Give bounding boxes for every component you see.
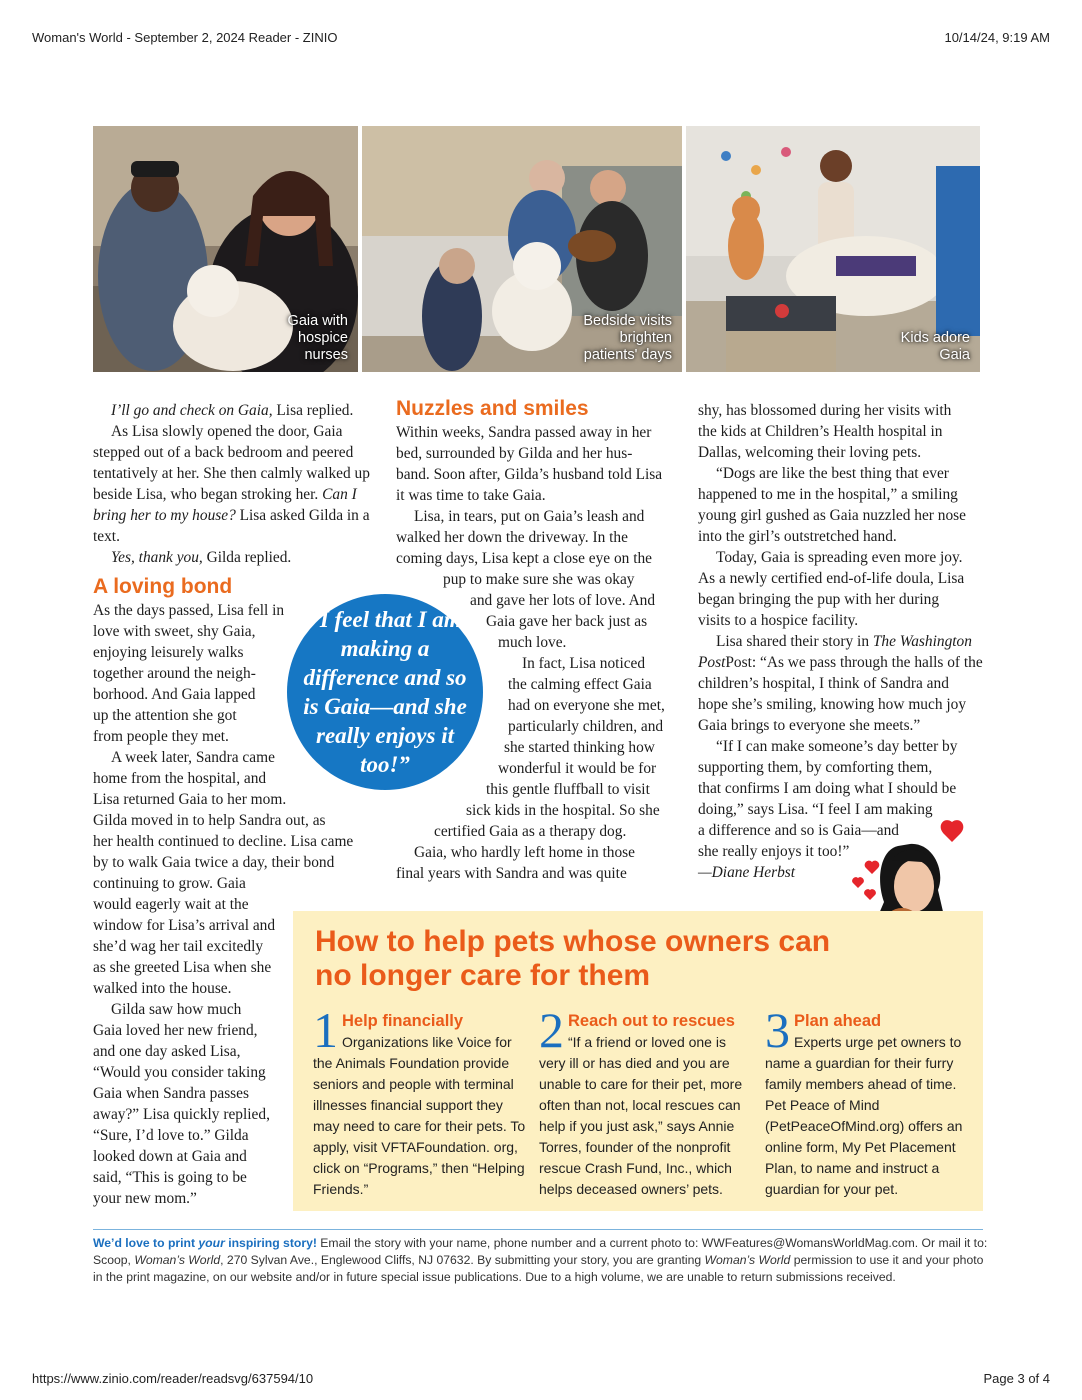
tip-title: Help financially — [342, 1012, 464, 1030]
photo-bedside-visits — [362, 126, 682, 372]
tip-title: Plan ahead — [794, 1012, 882, 1030]
browser-footer-url[interactable]: https://www.zinio.com/reader/readsvg/637594/10 — [32, 1371, 314, 1386]
photo-kids-adore-gaia — [686, 126, 980, 372]
paragraph: Yes, thank you, Gilda replied. — [111, 549, 292, 566]
wrapped-text-block: As the days passed, Lisa fell in love with sweet, shy Gaia, enjoying leisurely walks together around the neigh- borhood. And Gaia lapped up the attention she got from people they met. A week later, Sandra came home from the hospital, and Lisa returned Gaia to her mom. Gilda moved in to help Sandra out, as her health continued to decline. Lisa came by to walk Gaia twice a day, their bond continuing to grow. Gaia would eagerly wait at the window for Lisa’s arrival and she’d wag her tail excitedly as she greeted Lisa when she walked into the house. Gilda saw how much Gaia loved her new friend, and one day asked Lisa, “Would you consider taking Gaia when Sandra passes away?” Lisa quickly replied, “Sure, I’d love to.” Gilda looked down at Gaia and said, “This is going to be your new mom.” — [93, 602, 354, 1207]
photo-caption: Gaia with hospice nurses — [287, 313, 348, 363]
story-submission-note: We’d love to print your inspiring story! Email the story with your name, phone number and a current photo to: WWFeatures@WomansWorldMag.com. Or mail it to: Scoop, Woman’s World, 270 Sylvan Ave., Englewood Cliffs, NJ 07632. By submitting your story, you are granting Woman’s World permission to use it and your photo in the print magazine, on our website and/or in future special issue publications. Due to a high volume, we are unable to return submissions received. — [93, 1236, 988, 1284]
tip-help-financially — [313, 1002, 527, 1200]
tip-number: 2 — [539, 1002, 564, 1058]
how-to-help-sidebar — [293, 911, 983, 1211]
paragraph: I’ll go and check on Gaia, Lisa replied. — [111, 402, 354, 419]
divider — [93, 1229, 983, 1230]
tip-text: Experts urge pet owners to name a guardian for their furry family members ahead of time. Pet Peace of Mind (PetPeaceOfMind.org) offers an online form, My Pet Placement Plan, to name and instruct a guardian for your pet. — [765, 1034, 963, 1197]
tip-text: “If a friend or loved one is very ill or has died and you are unable to care for their pet, more often than not, local rescues can help if you just ask,” says Annie Torres, founder of the nonprofit rescue Crash Fund, Inc., which helps deceased owners’ pets. — [539, 1034, 743, 1197]
tip-plan-ahead — [765, 1002, 979, 1200]
paragraph: As Lisa slowly opened the door, Gaia stepped out of a back bedroom and peered tentatively at her. She then calmly walked up beside Lisa, who began stroking her. Can I bring her to my house? Lisa asked Gilda in a text. — [93, 423, 370, 545]
tip-reach-out-to-rescues — [539, 1002, 753, 1200]
browser-header-timestamp: 10/14/24, 9:19 AM — [944, 30, 1050, 45]
photo-hospice-nurses — [93, 126, 358, 372]
article-column-2: Nuzzles and smiles Within weeks, Sandra passed away in her bed, surrounded by Gilda and her hus- band. Soon after, Gilda’s husband told Lisa it was time to take Gaia. Lisa, in tears, put on Gaia’s leash and walked her down the driveway. In the coming days, Lisa kept a close eye on the pup to make sure she was okay and gave her lots of love. And Gaia gave her back just as much love. In fact, Lisa noticed the calming effect Gaia had on everyone she met, particularly children, and she started thinking how wonderful it would be for this gentle fluffball to visit sick kids in the hospital. So she certified Gaia as a therapy dog. Gaia, who hardly left home in those final years with Sandra and was quite — [396, 396, 686, 884]
pull-quote-bubble — [287, 594, 483, 790]
tip-title: Reach out to rescues — [568, 1012, 735, 1030]
pull-quote-text: “I feel that I am making a difference and so is Gaia—and she really enjoys it too!” — [303, 607, 467, 777]
section-heading-loving-bond: A loving bond — [93, 575, 233, 598]
newspaper-title: The Washington — [872, 633, 972, 650]
photo-caption: Kids adore Gaia — [900, 330, 970, 363]
submission-lead: We’d love to print your inspiring story! — [93, 1236, 317, 1250]
byline: —Diane Herbst — [698, 864, 796, 881]
browser-footer-page-number: Page 3 of 4 — [983, 1371, 1050, 1386]
photo-caption: Bedside visits brighten patients' days — [583, 313, 672, 363]
tip-text: Organizations like Voice for the Animals Foundation provide seniors and people with terminal illnesses financial support they may need to care for their pets. To apply, visit VFTAFoundation. org, click on “Programs,” then “Helping Friends.” — [313, 1034, 526, 1197]
tip-number: 1 — [313, 1002, 338, 1058]
article-column-3: shy, has blossomed during her visits with the kids at Children’s Health hospital in Dallas, welcoming their loving pets. “Dogs are like the best thing that ever happened to me in the hospital,” a smiling young girl gushed as Gaia nuzzled her nose into the girl’s outstretched hand. Today, Gaia is spreading even more joy. As a newly certified end-of-life doula, Lisa began bringing the pup with her during visits to a hospice facility. Lisa shared their story in The Washington PostPost: “As we pass through the halls of the children’s hospital, I think of Sandra and hope she’s smiling, knowing how much joy Gaia brings to everyone she meets.” “If I can make someone’s day better by supporting them, by comforting them, that confirms I am doing what I should be doing,” says Lisa. “I feel I am making a difference and so is Gaia—and she really enjoys it too!” —Diane Herbst — [698, 402, 983, 881]
tip-number: 3 — [765, 1002, 790, 1058]
browser-header-title: Woman's World - September 2, 2024 Reader - ZINIO — [32, 30, 338, 45]
section-heading-nuzzles-and-smiles: Nuzzles and smiles — [396, 397, 589, 420]
sidebar-title: How to help pets whose owners can no longer care for them — [315, 925, 831, 992]
